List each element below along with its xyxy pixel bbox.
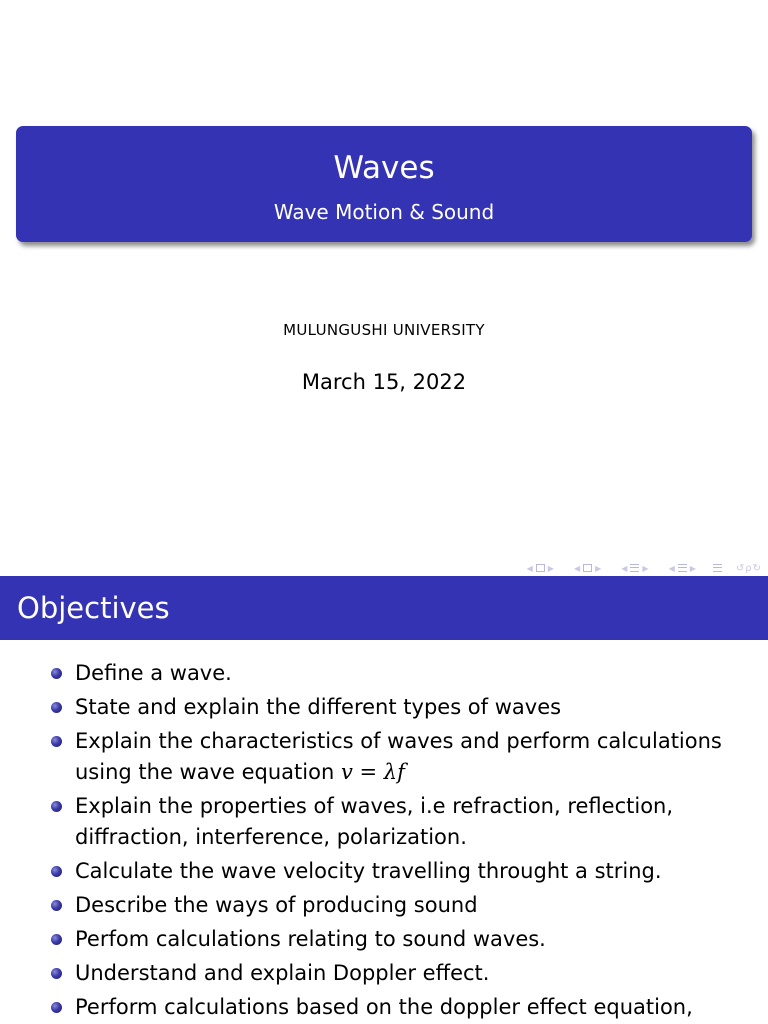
list-item xyxy=(0,992,768,1023)
search-icon[interactable]: ↺ρ↻ xyxy=(735,562,762,574)
arrow-right-icon[interactable]: ▶ xyxy=(547,563,554,573)
bullet-icon xyxy=(51,866,62,877)
bullet-icon xyxy=(51,900,62,911)
list-item-text: Perform calculations based on the doppler effect equation, xyxy=(75,995,693,1019)
list-item-text: State and explain the different types of waves xyxy=(75,695,562,719)
arrow-right-icon[interactable]: ▶ xyxy=(689,563,696,573)
list-item xyxy=(0,890,768,921)
objectives-list xyxy=(0,658,768,1024)
list-item-text: Describe the ways of producing sound xyxy=(75,893,478,917)
nav-subsection-group[interactable] xyxy=(618,564,651,573)
frame-title: Objectives xyxy=(17,591,170,625)
frame-icon[interactable] xyxy=(583,564,592,572)
arrow-left-icon[interactable]: ◀ xyxy=(668,563,675,573)
arrow-right-icon[interactable]: ▶ xyxy=(595,563,602,573)
slide-icon[interactable] xyxy=(536,564,545,572)
frame-title-bar xyxy=(0,576,768,640)
bullet-icon xyxy=(51,702,62,713)
list-item xyxy=(0,856,768,887)
list-item xyxy=(0,692,768,723)
list-item-text: Understand and explain Doppler effect. xyxy=(75,961,490,985)
bullet-icon xyxy=(51,968,62,979)
bullet-icon xyxy=(51,668,62,679)
nav-slide-group[interactable] xyxy=(524,564,557,573)
list-item xyxy=(0,791,768,853)
bullet-icon xyxy=(51,801,62,812)
objectives-slide xyxy=(0,576,768,1024)
presentation-title: Waves xyxy=(333,150,435,186)
institute-name: MULUNGUSHI UNIVERSITY xyxy=(283,321,485,339)
list-item xyxy=(0,958,768,989)
bullet-icon xyxy=(51,934,62,945)
list-item-text: Explain the properties of waves, i.e refraction, reflection, diffraction, interference, polarization. xyxy=(75,794,674,849)
beamer-navigation-bar xyxy=(510,561,762,575)
list-item xyxy=(0,658,768,689)
nav-appendix-group[interactable] xyxy=(713,564,722,572)
list-item xyxy=(0,924,768,955)
list-item-text: Explain the characteristics of waves and perform calculations using the wave equation xyxy=(75,729,722,784)
nav-section-group[interactable] xyxy=(666,564,699,573)
wave-equation: v = λf xyxy=(340,760,405,784)
list-item-text: Define a wave. xyxy=(75,661,232,685)
section-icon[interactable] xyxy=(678,564,687,572)
appendix-icon[interactable] xyxy=(713,564,722,572)
arrow-left-icon[interactable]: ◀ xyxy=(526,563,533,573)
presentation-subtitle: Wave Motion & Sound xyxy=(273,200,495,224)
subsection-icon[interactable] xyxy=(630,564,639,572)
nav-frame-group[interactable] xyxy=(571,564,604,573)
list-item-text: Calculate the wave velocity travelling throught a string. xyxy=(75,859,662,883)
bullet-icon xyxy=(51,1002,62,1013)
arrow-right-icon[interactable]: ▶ xyxy=(642,563,649,573)
list-item xyxy=(0,726,768,788)
title-block xyxy=(16,126,752,242)
bullet-icon xyxy=(51,736,62,747)
presentation-date: March 15, 2022 xyxy=(301,370,467,394)
arrow-left-icon[interactable]: ◀ xyxy=(573,563,581,573)
list-item-text: Perfom calculations relating to sound waves. xyxy=(75,927,546,951)
arrow-left-icon[interactable]: ◀ xyxy=(621,563,628,573)
